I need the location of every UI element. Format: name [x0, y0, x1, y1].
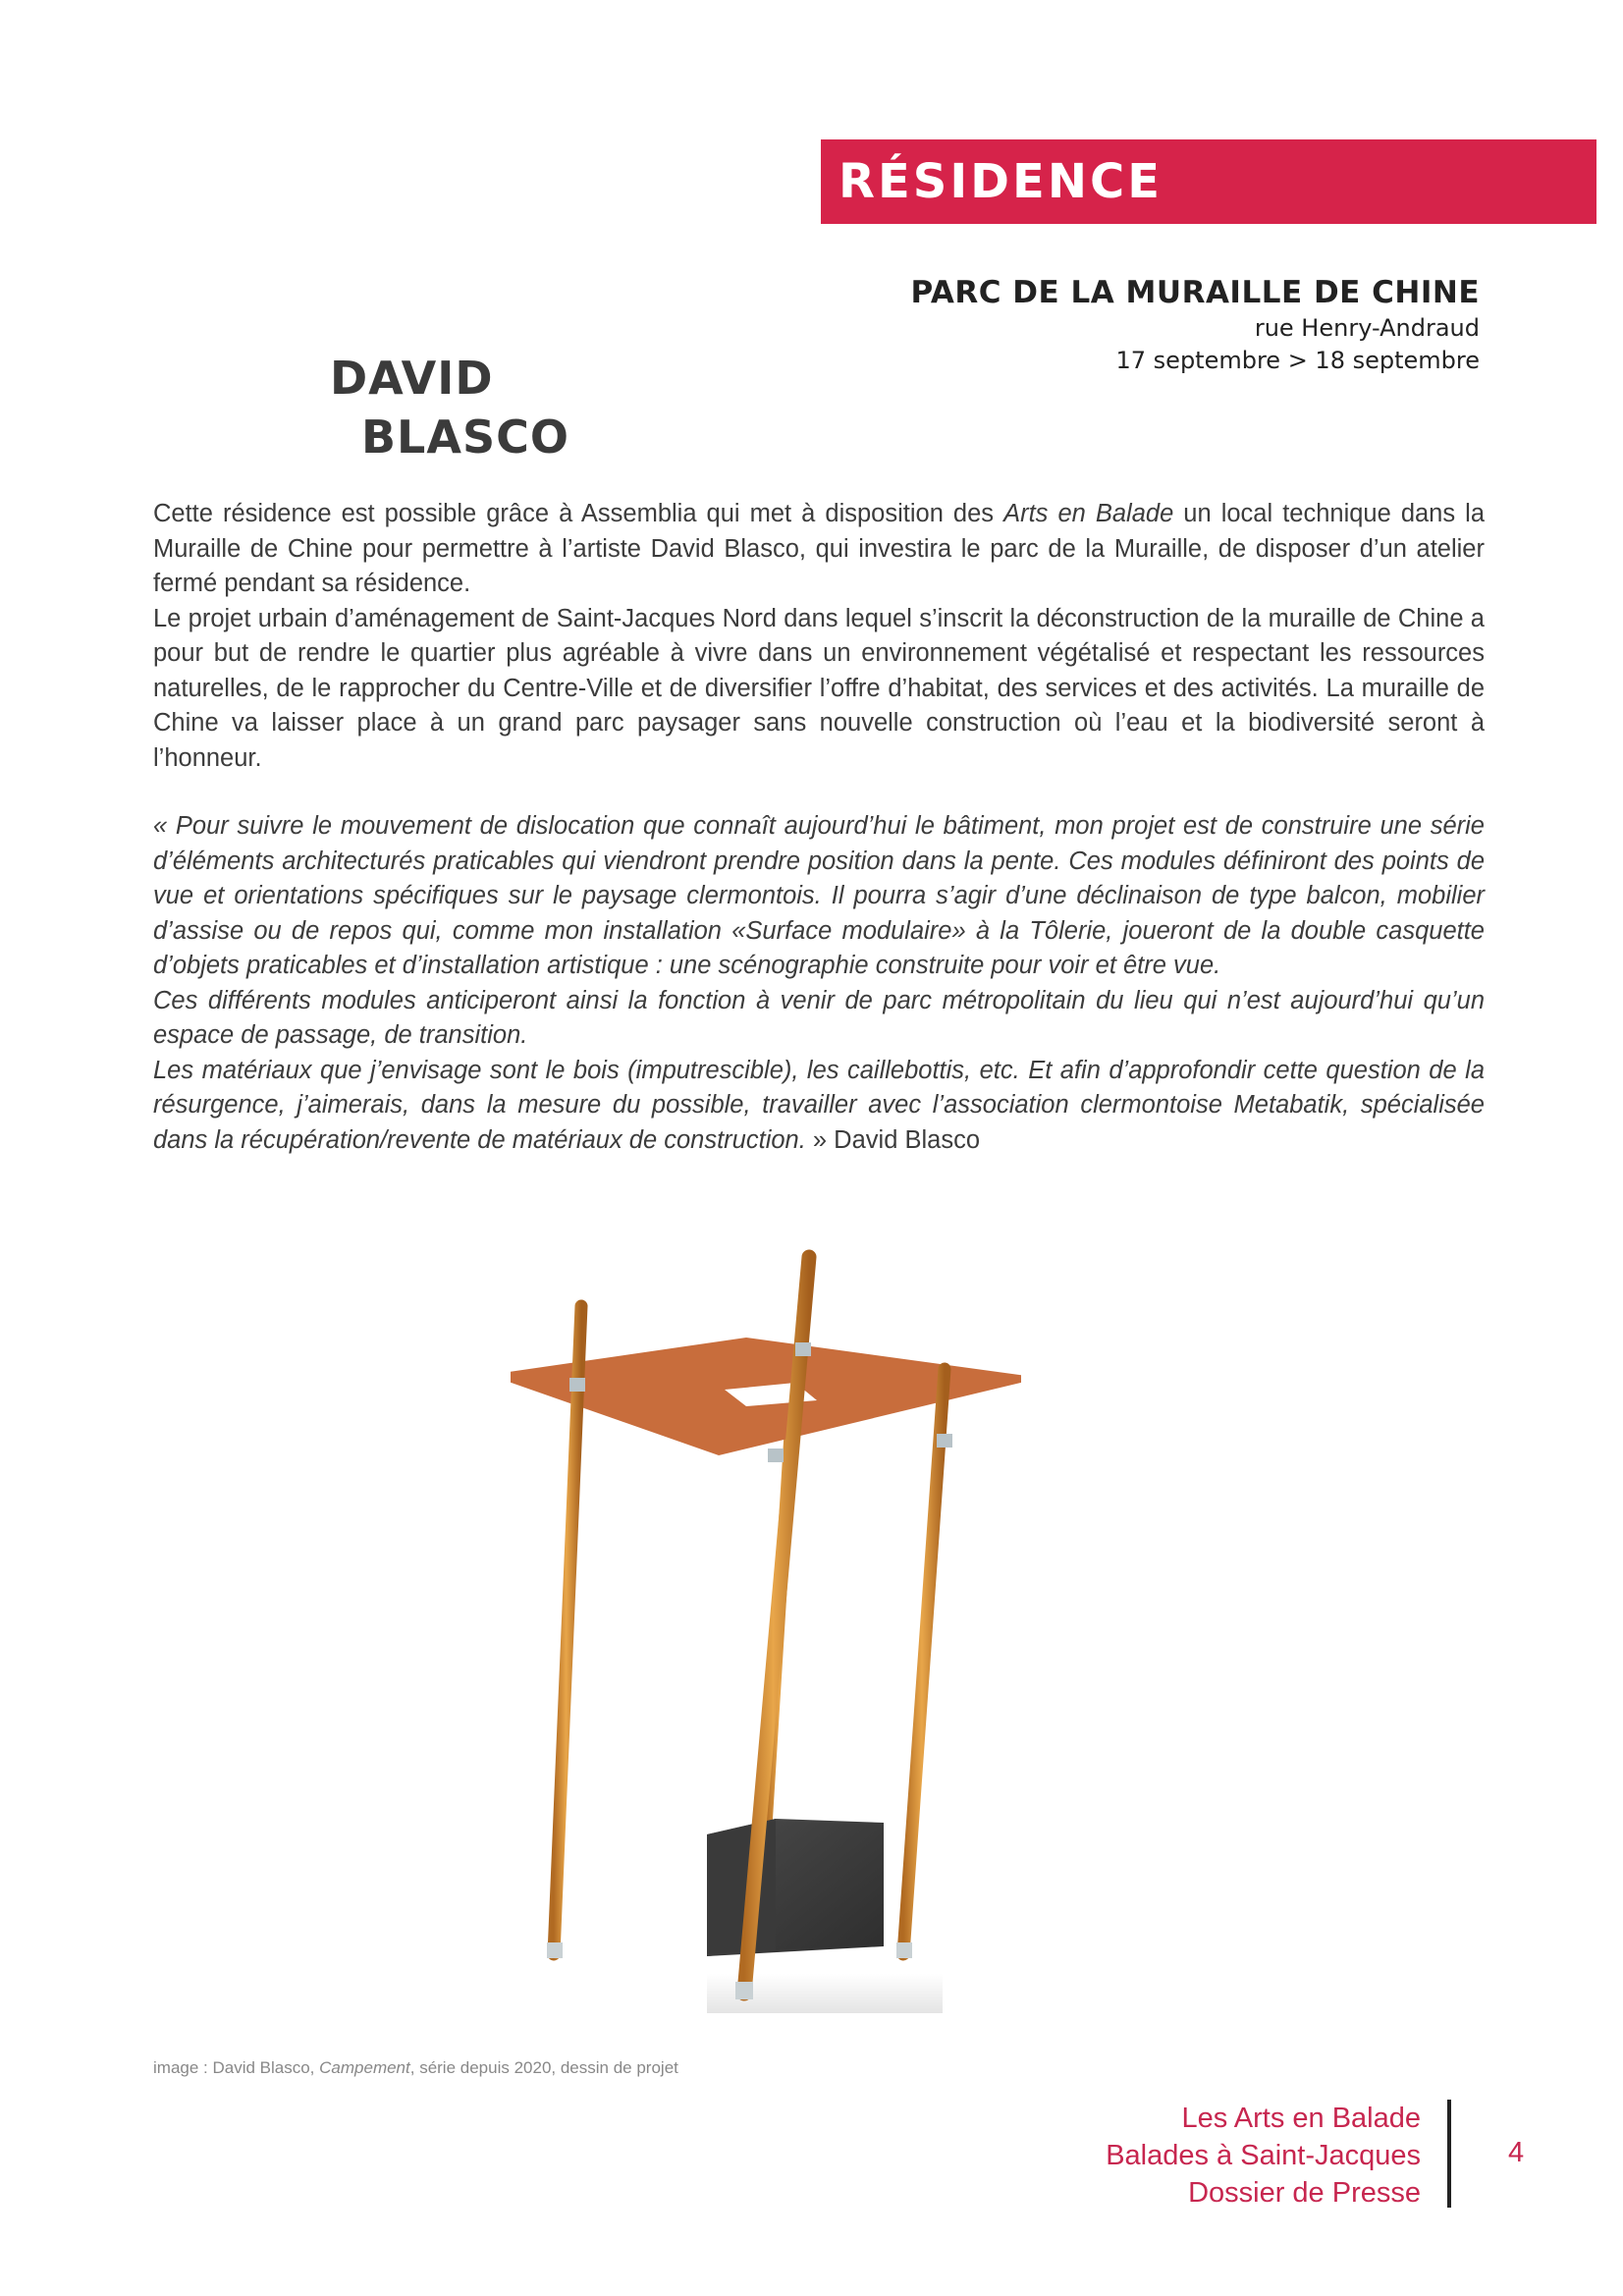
- intro-p1-start: Cette résidence est possible grâce à Assemblia qui met à disposition des: [153, 500, 1004, 527]
- intro-text: [153, 497, 1485, 776]
- foot: [735, 1982, 753, 1999]
- footer-block: [1106, 2100, 1421, 2212]
- artwork-image: [511, 1247, 1021, 2033]
- page-number: 4: [1508, 2137, 1525, 2168]
- quote-paragraph-3: [153, 1054, 1485, 1159]
- festival-name: Arts en Balade: [1003, 500, 1174, 527]
- footer-line-2: Balades à Saint-Jacques: [1106, 2140, 1421, 2171]
- venue-name: PARC DE LA MURAILLE DE CHINE: [910, 275, 1480, 310]
- joint: [768, 1449, 784, 1462]
- section-label: RÉSIDENCE: [839, 154, 1163, 209]
- cube-side: [707, 1819, 776, 1956]
- footer-line-3: Dossier de Presse: [1188, 2177, 1421, 2209]
- left-pole: [554, 1306, 581, 1954]
- quote-paragraph-2: Ces différents modules anticiperont ainsi la fonction à venir de parc métropolitain du lieu qui n’est aujourd’hui qu’un espace de passage, de transition.: [153, 986, 1485, 1049]
- caption-prefix: image : David Blasco,: [153, 2058, 320, 2077]
- artist-last-name: BLASCO: [361, 410, 569, 464]
- right-pole: [903, 1369, 945, 1954]
- caption-title: Campement: [319, 2058, 410, 2077]
- venue-block: [792, 273, 1480, 377]
- artist-quote: [153, 809, 1485, 1158]
- joint: [937, 1434, 952, 1448]
- footer-line-1: Les Arts en Balade: [1181, 2103, 1421, 2134]
- intro-paragraph-2: Le projet urbain d’aménagement de Saint-Jacques Nord dans lequel s’inscrit la déconstruction de la muraille de Chine a pour but de rendre le quartier plus agréable à vivre dans un environnement végétalisé et respectant les ressources naturelles, de le rapprocher du Centre-Ville et de diversifier l’offre d’habitat, des services et des activités. La muraille de Chine va laisser place à un grand parc paysager sans nouvelle construction où l’eau et la biodiversité seront à l’honneur.: [153, 604, 1485, 772]
- joint: [795, 1342, 811, 1356]
- quote-author: David Blasco: [827, 1125, 980, 1154]
- foot: [547, 1942, 563, 1958]
- intro-p1-end: un local technique dans la Muraille de Chine pour permettre à l’artiste David Blasco, qui investira le parc de la Muraille, de disposer d’un atelier fermé pendant sa résidence.: [153, 500, 1486, 597]
- caption-suffix: , série depuis 2020, dessin de projet: [409, 2058, 678, 2077]
- quote-closing-mark: »: [805, 1125, 828, 1154]
- artist-first-name: DAVID: [330, 352, 494, 405]
- intro-paragraph-1: [153, 497, 1485, 602]
- footer-divider: [1447, 2100, 1451, 2208]
- section-banner: [821, 139, 1596, 224]
- venue-street: rue Henry-Andraud: [1254, 314, 1480, 342]
- image-caption: [153, 2058, 678, 2078]
- quote-paragraph-1: « Pour suivre le mouvement de dislocation que connaît aujourd’hui le bâtiment, mon projet est de construire une série d’éléments architecturés praticables qui viendront prendre position dans la pente. Ces modules définiront des points de vue et orientations spécifiques sur le paysage clermontois. Il pourra s’agir d’une déclinaison de type balcon, mobilier d’assise ou de repos qui, comme mon installation «Surface modulaire» à la Tôlerie, joueront de la double casquette d’objets praticables et d’installation artistique : une scénographie construite pour voir et être vue.: [153, 812, 1485, 979]
- joint: [569, 1378, 585, 1392]
- foot: [896, 1942, 912, 1958]
- quote-p3-text: Les matériaux que j’envisage sont le bois (imputrescible), les caillebottis, etc. Et afin d’approfondir cette question de la résurgence, j’aimerais, dans la mesure du possible, travailler avec l’association clermontoise Metabatik, spécialisée dans la récupération/revente de matériaux de construction.: [153, 1056, 1485, 1154]
- venue-dates: 17 septembre > 18 septembre: [1115, 347, 1480, 374]
